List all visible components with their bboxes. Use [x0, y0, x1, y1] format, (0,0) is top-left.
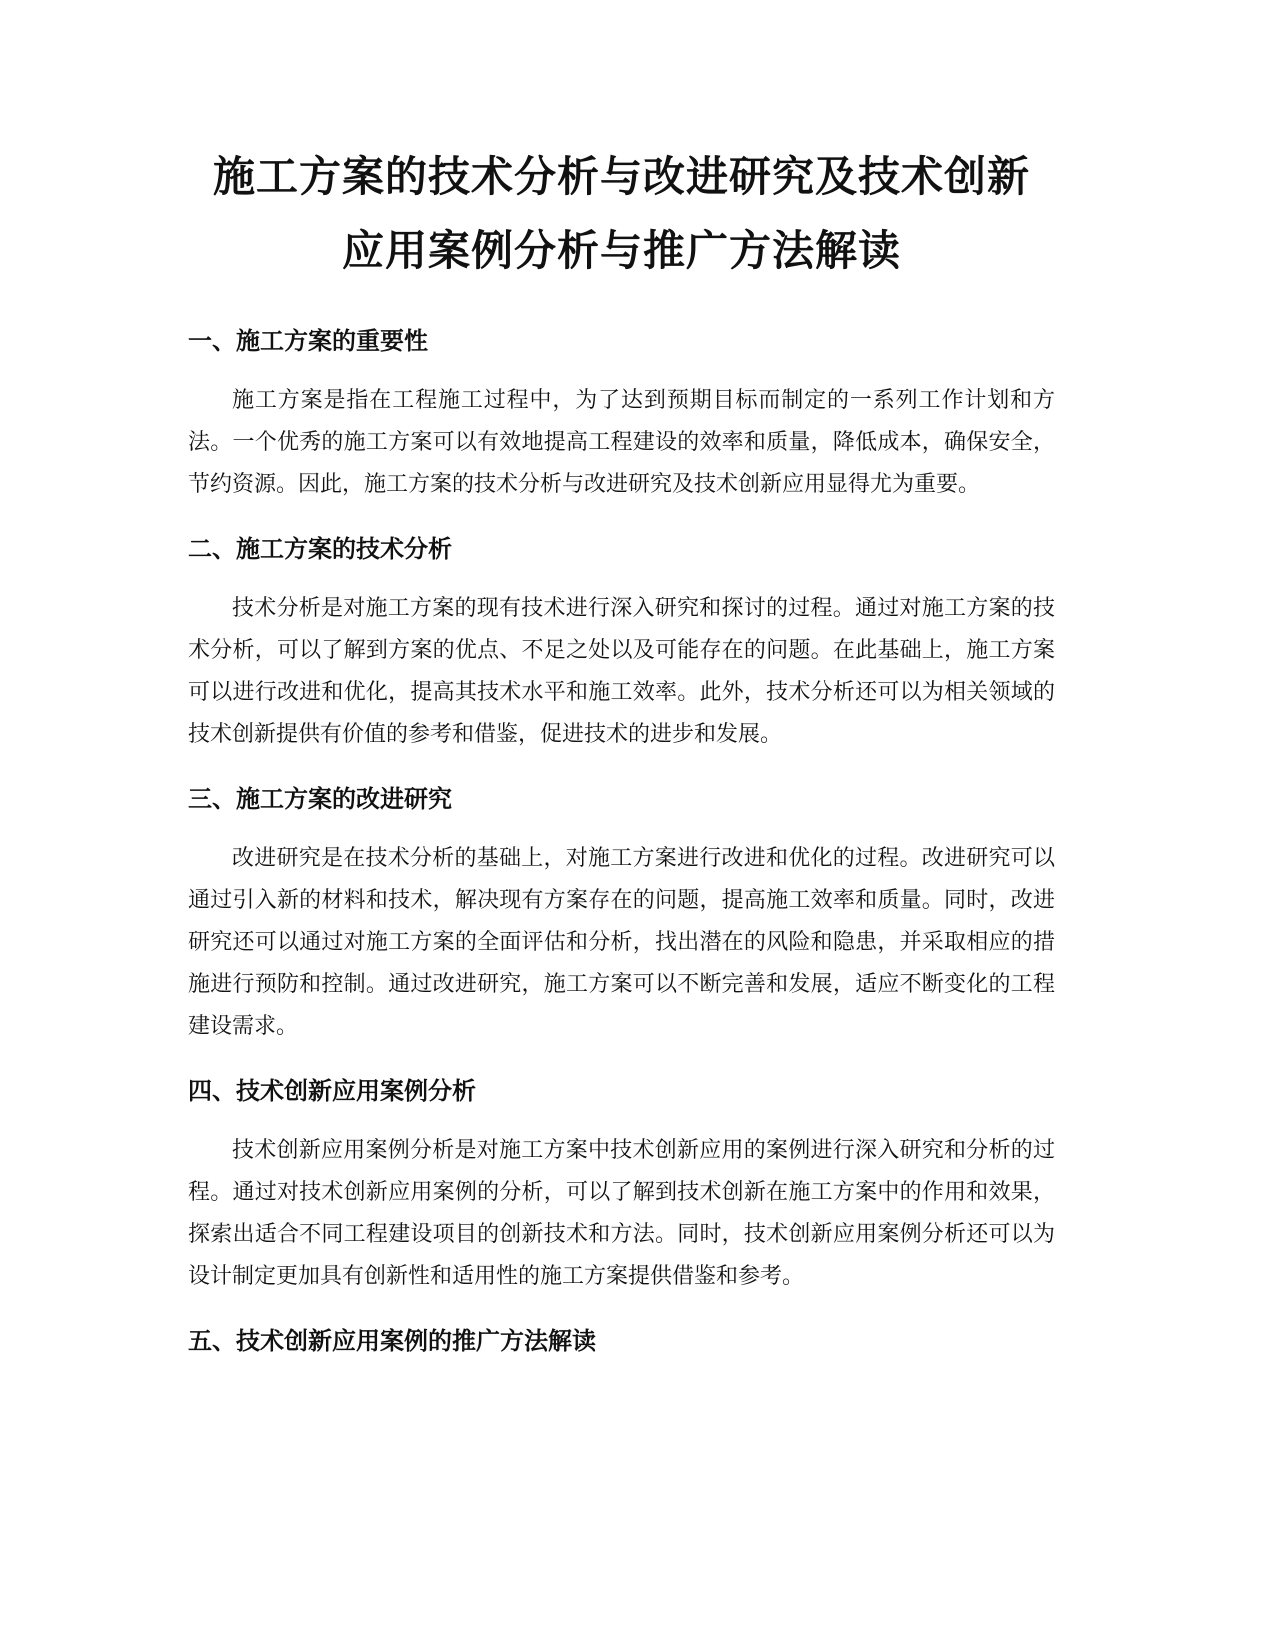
section-heading: 四、技术创新应用案例分析	[188, 1077, 476, 1105]
section-case-analysis	[188, 1074, 1055, 1298]
title-line-1: 施工方案的技术分析与改进研究及技术创新	[212, 152, 1030, 201]
section-paragraph: 技术创新应用案例分析是对施工方案中技术创新应用的案例进行深入研究和分析的过程。通过对技术创新应用案例的分析，可以了解到技术创新在施工方案中的作用和效果，探索出适合不同工程建设项目的创新技术和方法。同时，技术创新应用案例分析还可以为设计制定更加具有创新性和适用性的施工方案提供借鉴和参考。	[188, 1138, 1055, 1289]
section-importance	[188, 324, 1055, 506]
section-heading: 三、施工方案的改进研究	[188, 785, 452, 813]
document-title	[188, 140, 1055, 288]
title-line-2: 应用案例分析与推广方法解读	[341, 226, 901, 275]
section-heading: 二、施工方案的技术分析	[188, 535, 452, 563]
section-paragraph: 技术分析是对施工方案的现有技术进行深入研究和探讨的过程。通过对施工方案的技术分析，可以了解到方案的优点、不足之处以及可能存在的问题。在此基础上，施工方案可以进行改进和优化，提高其技术水平和施工效率。此外，技术分析还可以为相关领域的技术创新提供有价值的参考和借鉴，促进技术的进步和发展。	[188, 596, 1055, 747]
section-paragraph: 改进研究是在技术分析的基础上，对施工方案进行改进和优化的过程。改进研究可以通过引入新的材料和技术，解决现有方案存在的问题，提高施工效率和质量。同时，改进研究还可以通过对施工方案的全面评估和分析，找出潜在的风险和隐患，并采取相应的措施进行预防和控制。通过改进研究，施工方案可以不断完善和发展，适应不断变化的工程建设需求。	[188, 846, 1055, 1039]
section-improvement-research	[188, 782, 1055, 1048]
section-paragraph: 施工方案是指在工程施工过程中，为了达到预期目标而制定的一系列工作计划和方法。一个优秀的施工方案可以有效地提高工程建设的效率和质量，降低成本，确保安全，节约资源。因此，施工方案的技术分析与改进研究及技术创新应用显得尤为重要。	[188, 388, 1055, 497]
section-heading: 一、施工方案的重要性	[188, 327, 428, 355]
section-promotion-methods	[188, 1324, 1055, 1358]
section-technical-analysis	[188, 532, 1055, 756]
section-heading: 五、技术创新应用案例的推广方法解读	[188, 1327, 596, 1355]
